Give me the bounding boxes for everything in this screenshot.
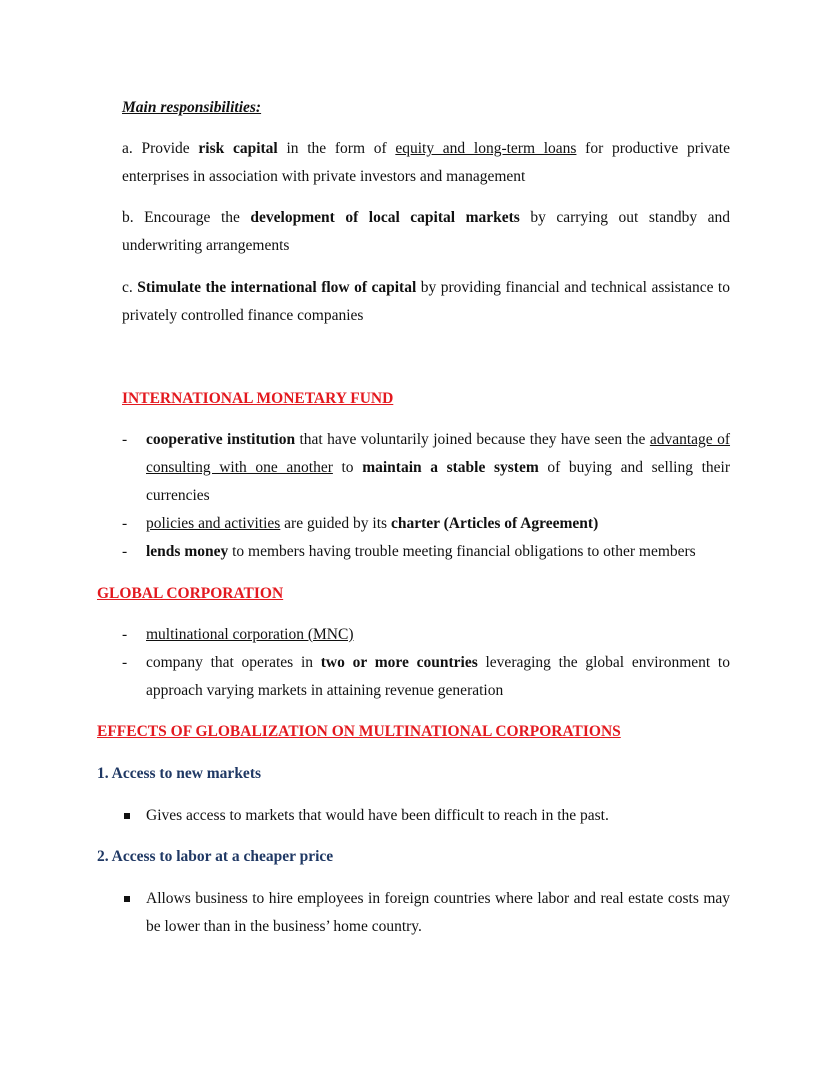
text: are guided by its	[280, 515, 391, 532]
text: company that operates in	[146, 654, 321, 671]
responsibility-c	[122, 274, 730, 330]
imf-bullet-1	[146, 426, 730, 510]
text: by carrying out standby and underwriting arrangements	[122, 209, 731, 254]
dash-bullet: -	[122, 654, 128, 671]
bold-text: charter (Articles of Agreement)	[390, 515, 599, 532]
responsibility-a	[122, 135, 730, 191]
imf-bullet-3	[146, 538, 746, 566]
bold-text: maintain a stable system	[362, 459, 539, 476]
dash-bullet: -	[122, 431, 128, 448]
bold-text: cooperative institution	[146, 431, 296, 448]
responsibility-b	[122, 204, 730, 260]
bold-text: lends money	[146, 543, 229, 560]
gc-bullet-1: multinational corporation (MNC)	[146, 626, 354, 643]
text: b. Encourage the	[122, 209, 251, 226]
dash-bullet: -	[122, 515, 128, 532]
effects-heading: EFFECTS OF GLOBALIZATION ON MULTINATIONAL CORPORATIONS	[97, 723, 621, 740]
bold-text: Stimulate the international flow of capital	[137, 279, 417, 296]
text: in the form of	[277, 140, 396, 157]
dash-bullet: -	[122, 626, 128, 643]
effect-1-text: Gives access to markets that would have been difficult to reach in the past.	[146, 807, 609, 824]
underlined-text: advantage of consulting with one another	[146, 431, 731, 476]
square-bullet-icon	[124, 896, 130, 902]
dash-bullet: -	[122, 543, 128, 560]
bold-text: development of local capital markets	[250, 209, 520, 226]
text: to	[332, 459, 363, 476]
text: of buying and selling their currencies	[146, 459, 730, 504]
bold-text: two or more countries	[320, 654, 478, 671]
imf-bullet-2	[146, 510, 730, 538]
text: by providing financial and technical assistance to privately controlled finance companies	[122, 279, 730, 324]
effect-2-heading: 2. Access to labor at a cheaper price	[97, 848, 334, 865]
underlined-text: policies and activities	[146, 515, 281, 532]
effect-1-heading: 1. Access to new markets	[97, 765, 262, 782]
text: for productive private enterprises in association with private investors and management	[122, 140, 730, 185]
text: c.	[122, 279, 138, 296]
square-bullet-icon	[124, 813, 130, 819]
global-corporation-heading: GLOBAL CORPORATION	[97, 585, 284, 602]
bold-text: risk capital	[198, 140, 278, 157]
text: a. Provide	[122, 140, 199, 157]
underlined-text: equity and long-term loans	[395, 140, 577, 157]
imf-heading: INTERNATIONAL MONETARY FUND	[122, 390, 394, 407]
text: to members having trouble meeting financial obligations to other members	[228, 543, 696, 560]
effect-2-text: Allows business to hire employees in foreign countries where labor and real estate costs may be lower than in the business’ home country.	[146, 890, 730, 935]
gc-bullet-2	[146, 649, 730, 705]
text: leveraging the global environment to approach varying markets in attaining revenue generation	[146, 654, 730, 699]
text: that have voluntarily joined because they have seen the	[295, 431, 650, 448]
main-responsibilities-heading: Main responsibilities:	[122, 99, 262, 116]
